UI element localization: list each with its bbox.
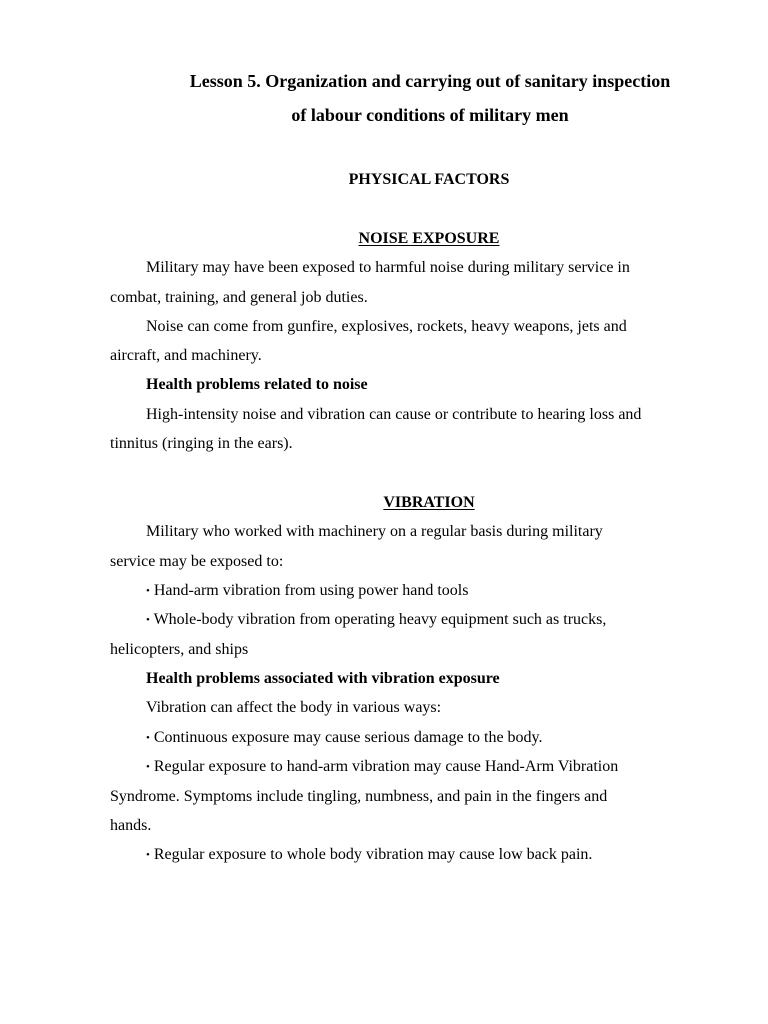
noise-paragraph-2-line-2: aircraft, and machinery.: [110, 347, 262, 364]
noise-paragraph-3-line-1: High-intensity noise and vibration can cause or contribute to hearing loss and: [146, 406, 642, 423]
vibration-bullet-4-text: Regular exposure to hand-arm vibration may cause Hand-Arm Vibration: [153, 758, 619, 775]
vibration-paragraph-1-line-2: service may be exposed to:: [110, 553, 284, 570]
noise-paragraph-2-line-1: Noise can come from gunfire, explosives, rockets, heavy weapons, jets and: [146, 318, 627, 335]
vibration-bullet-1-text: Hand-arm vibration from using power hand tools: [153, 582, 469, 599]
bullet-icon: •: [146, 761, 150, 773]
vibration-bullet-3-text: Continuous exposure may cause serious damage to the body.: [153, 729, 543, 746]
vibration-bullet-3: [146, 728, 543, 749]
bullet-icon: •: [146, 585, 150, 597]
bullet-icon: •: [146, 732, 150, 744]
vibration-health-subheading: Health problems associated with vibration exposure: [146, 670, 500, 687]
vibration-bullet-5: [146, 845, 592, 866]
section-heading-physical-factors: PHYSICAL FACTORS: [348, 171, 510, 188]
vibration-bullet-4-line-1: [146, 757, 618, 778]
vibration-paragraph-1-line-1: Military who worked with machinery on a regular basis during military: [146, 523, 603, 540]
vibration-heading-text: VIBRATION: [383, 494, 475, 511]
vibration-paragraph-2-line-1: Vibration can affect the body in various ways:: [146, 699, 442, 716]
vibration-bullet-5-text: Regular exposure to whole body vibration may cause low back pain.: [153, 846, 593, 863]
noise-heading-text: NOISE EXPOSURE: [358, 230, 500, 247]
vibration-bullet-2-line-1: [146, 610, 606, 631]
vibration-bullet-1: [146, 581, 468, 602]
noise-paragraph-1-line-1: Military may have been exposed to harmful noise during military service in: [146, 259, 630, 276]
bullet-icon: •: [146, 849, 150, 861]
vibration-bullet-2-line-2: helicopters, and ships: [110, 641, 249, 658]
noise-paragraph-1-line-2: combat, training, and general job duties.: [110, 289, 368, 306]
vibration-bullet-4-line-3: hands.: [110, 817, 152, 834]
vibration-heading: [95, 493, 763, 513]
vibration-bullet-2-text: Whole-body vibration from operating heavy equipment such as trucks,: [153, 611, 607, 628]
lesson-title-line-2: of labour conditions of military men: [291, 105, 569, 125]
noise-health-subheading: Health problems related to noise: [146, 376, 368, 393]
lesson-title-line-1: Lesson 5. Organization and carrying out of sanitary inspection: [189, 71, 671, 91]
noise-paragraph-3-line-2: tinnitus (ringing in the ears).: [110, 435, 293, 452]
bullet-icon: •: [146, 614, 150, 626]
noise-heading: [95, 229, 763, 249]
vibration-bullet-4-line-2: Syndrome. Symptoms include tingling, numbness, and pain in the fingers and: [110, 788, 608, 805]
